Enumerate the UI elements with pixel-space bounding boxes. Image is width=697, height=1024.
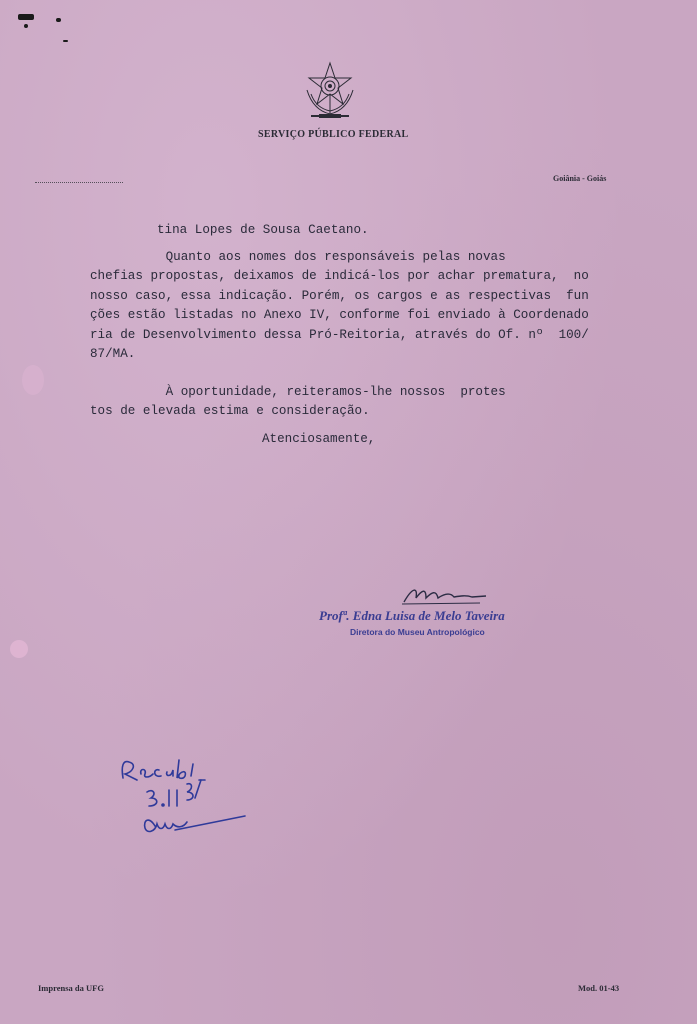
letterhead-title: SERVIÇO PÚBLICO FEDERAL <box>258 129 409 140</box>
ink-smudge <box>24 24 28 28</box>
signature-stamp-role: Diretora do Museu Antropológico <box>350 627 485 637</box>
handwritten-received-note <box>115 750 255 840</box>
letter-paragraph: Quanto aos nomes dos responsáveis pelas novas chefias propostas, deixamos de indicá-los por achar prematura, no nosso caso, essa indicação. Porém, os cargos e as respectivas fun ções estão listadas no Anexo IV, conforme foi enviado à Coordenado ria de Desenvolvimento dessa Pró-Reitoria, através do Of. nº 100/ 87/MA. <box>90 250 589 362</box>
ink-smudge <box>63 40 68 42</box>
signature-stamp-name: Profª. Edna Luisa de Melo Taveira <box>319 608 505 623</box>
footer-form-code: Mod. 01-43 <box>578 983 620 993</box>
letter-continuation-line: tina Lopes de Sousa Caetano. <box>157 223 369 237</box>
ink-smudge <box>56 18 61 22</box>
ink-smudge <box>18 14 34 20</box>
handwritten-signature <box>400 584 490 608</box>
coat-of-arms-icon <box>299 60 361 122</box>
paper-stain <box>22 365 44 395</box>
paper-stain <box>10 640 28 658</box>
place-dotted-line <box>35 182 123 183</box>
footer-printer: Imprensa da UFG <box>38 983 104 993</box>
letter-paragraph: À oportunidade, reiteramos-lhe nossos protes tos de elevada estima e consideração. <box>90 385 506 419</box>
letter-closing: Atenciosamente, <box>262 432 376 446</box>
letterhead-place: Goiânia - Goiás <box>553 174 607 183</box>
